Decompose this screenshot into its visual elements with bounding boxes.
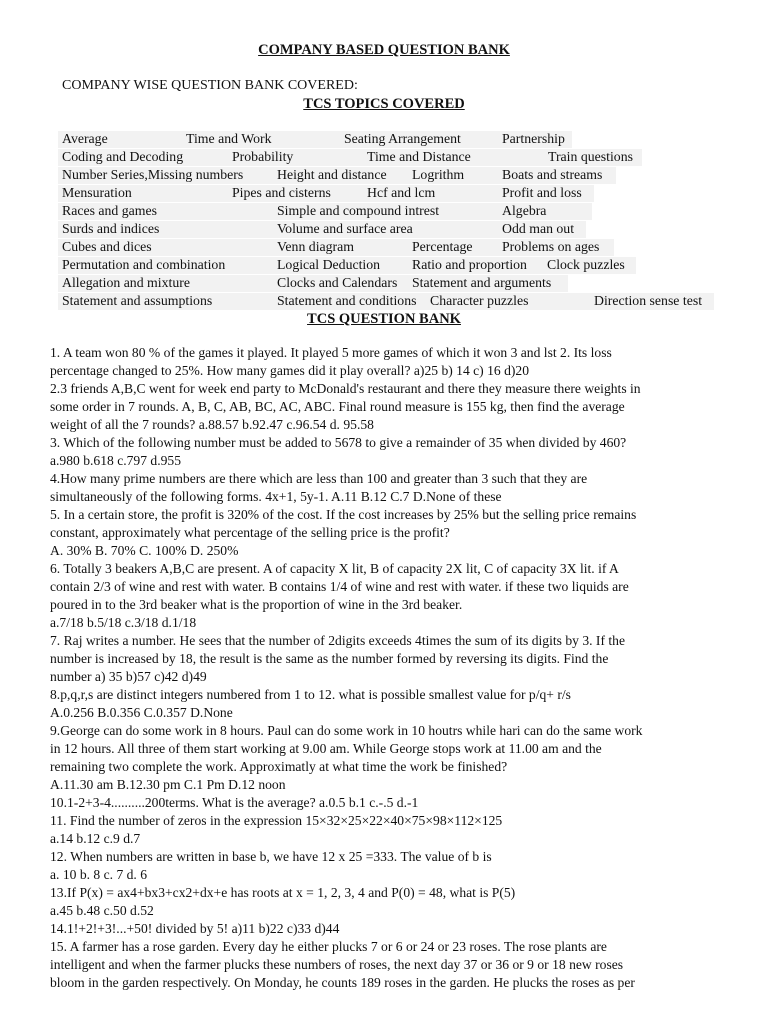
topic-cell: Train questions — [548, 149, 633, 164]
question-line: a.45 b.48 c.50 d.52 — [50, 903, 154, 918]
question-line: A.11.30 am B.12.30 pm C.1 Pm D.12 noon — [50, 777, 286, 792]
topic-cell: Surds and indices — [62, 221, 160, 236]
question-line: 12. When numbers are written in base b, we have 12 x 25 =333. The value of b is — [50, 849, 492, 864]
topic-cell: Profit and loss — [502, 185, 582, 200]
topic-cell: Percentage — [412, 239, 473, 254]
topic-cell: Pipes and cisterns — [232, 185, 331, 200]
topics-heading: TCS TOPICS COVERED — [303, 96, 465, 112]
topic-cell: Clock puzzles — [547, 257, 625, 272]
topic-cell: Odd man out — [502, 221, 575, 236]
question-line: 9.George can do some work in 8 hours. Paul can do some work in 10 houtrs while hari can do the same work — [50, 723, 643, 738]
topic-cell: Average — [62, 131, 108, 146]
question-line: 2.3 friends A,B,C went for week end party to McDonald's restaurant and there they measure there weights in — [50, 381, 641, 396]
question-list — [50, 344, 715, 992]
question-line: 10.1-2+3-4..........200terms. What is the average? a.0.5 b.1 c.-.5 d.-1 — [50, 795, 419, 810]
question-line: 7. Raj writes a number. He sees that the number of 2digits exceeds 4times the sum of its digits by 3. If the — [50, 633, 625, 648]
question-line: 14.1!+2!+3!...+50! divided by 5! a)11 b)22 c)33 d)44 — [50, 921, 340, 936]
question-line: remaining two complete the work. Approximatly at what time the work be finished? — [50, 759, 508, 774]
topic-cell: Statement and conditions — [277, 293, 417, 308]
question-line: A.0.256 B.0.356 C.0.357 D.None — [50, 705, 233, 720]
topic-cell: Venn diagram — [277, 239, 355, 254]
topic-cell: Cubes and dices — [62, 239, 152, 254]
question-line: 5. In a certain store, the profit is 320% of the cost. If the cost increases by 25% but the selling price remains — [50, 507, 637, 522]
topic-cell: Partnership — [502, 131, 565, 146]
question-line: constant, approximately what percentage of the selling price is the profit? — [50, 525, 450, 540]
topic-cell: Logical Deduction — [277, 257, 381, 272]
question-line: intelligent and when the farmer plucks these numbers of roses, the next day 37 or 36 or 9 or 18 new roses — [50, 957, 624, 972]
question-line: 15. A farmer has a rose garden. Every day he either plucks 7 or 6 or 24 or 23 roses. The rose plants are — [50, 939, 607, 954]
question-line: 8.p,q,r,s are distinct integers numbered from 1 to 12. what is possible smallest value for p/q+ r/s — [50, 687, 571, 702]
question-bank-heading: TCS QUESTION BANK — [307, 311, 461, 327]
subtitle: COMPANY WISE QUESTION BANK COVERED: — [62, 78, 358, 93]
topic-cell: Time and Work — [186, 131, 272, 146]
topic-cell: Races and games — [62, 203, 158, 218]
topic-cell: Probability — [232, 149, 294, 164]
question-line: number is increased by 18, the result is the same as the number formed by reversing its digits. Find the — [50, 651, 609, 666]
question-line: a. 10 b. 8 c. 7 d. 6 — [50, 867, 148, 882]
topic-cell: Simple and compound intrest — [277, 203, 440, 218]
topic-cell: Hcf and lcm — [367, 185, 436, 200]
topic-cell: Clocks and Calendars — [277, 275, 398, 290]
topic-cell: Mensuration — [62, 185, 132, 200]
topic-cell: Volume and surface area — [277, 221, 413, 236]
question-line: a.980 b.618 c.797 d.955 — [50, 453, 182, 468]
topic-cell: Statement and assumptions — [62, 293, 213, 308]
question-line: 1. A team won 80 % of the games it played. It played 5 more games of which it won 3 and lst 2. Its loss — [50, 345, 612, 360]
topic-cell: Allegation and mixture — [62, 275, 190, 290]
topic-cell: Character puzzles — [430, 293, 529, 308]
question-line: poured in to the 3rd beaker what is the proportion of wine in the 3rd beaker. — [50, 597, 463, 612]
question-line: number a) 35 b)57 c)42 d)49 — [50, 669, 207, 684]
topic-cell: Permutation and combination — [62, 257, 226, 272]
question-line: 3. Which of the following number must be added to 5678 to give a remainder of 35 when divided by 460? — [50, 435, 627, 450]
question-line: contain 2/3 of wine and rest with water. B contains 1/4 of wine and rest with water. if these two liquids are — [50, 579, 629, 594]
topic-cell: Ratio and proportion — [412, 257, 527, 272]
question-line: percentage changed to 25%. How many games did it play overall? a)25 b) 14 c) 16 d)20 — [50, 363, 530, 378]
question-line: 11. Find the number of zeros in the expression 15×32×25×22×40×75×98×112×125 — [50, 813, 503, 828]
question-line: some order in 7 rounds. A, B, C, AB, BC, AC, ABC. Final round measure is 155 kg, then find the average — [50, 399, 625, 414]
topic-cell: Problems on ages — [502, 239, 600, 254]
question-line: A. 30% B. 70% C. 100% D. 250% — [50, 543, 239, 558]
question-line: a.14 b.12 c.9 d.7 — [50, 831, 141, 846]
question-line: in 12 hours. All three of them start working at 9.00 am. While George stops work at 11.00 am and the — [50, 741, 602, 756]
question-line: bloom in the garden respectively. On Monday, he counts 189 roses in the garden. He plucks the roses as per — [50, 975, 635, 990]
topic-cell: Boats and streams — [502, 167, 603, 182]
topic-cell: Statement and arguments — [412, 275, 552, 290]
topic-cell: Logrithm — [412, 167, 465, 182]
question-line: weight of all the 7 rounds? a.88.57 b.92.47 c.96.54 d. 95.58 — [50, 417, 374, 432]
topic-cell: Time and Distance — [367, 149, 471, 164]
question-line: simultaneously of the following forms. 4x+1, 5y-1. A.11 B.12 C.7 D.None of these — [50, 489, 502, 504]
topic-cell: Algebra — [502, 203, 547, 218]
question-line: a.7/18 b.5/18 c.3/18 d.1/18 — [50, 615, 197, 630]
topic-cell: Direction sense test — [594, 293, 703, 308]
question-line: 4.How many prime numbers are there which are less than 100 and greater than 3 such that they are — [50, 471, 588, 486]
main-title: COMPANY BASED QUESTION BANK — [258, 42, 510, 58]
topic-cell: Seating Arrangement — [344, 131, 461, 146]
question-line: 6. Totally 3 beakers A,B,C are present. A of capacity X lit, B of capacity 2X lit, C of capacity 3X lit. if A — [50, 561, 619, 576]
topic-cell: Coding and Decoding — [62, 149, 184, 164]
question-line: 13.If P(x) = ax4+bx3+cx2+dx+e has roots at x = 1, 2, 3, 4 and P(0) = 48, what is P(5) — [50, 885, 516, 900]
topic-cell: Number Series,Missing numbers — [62, 167, 244, 182]
topic-cell: Height and distance — [277, 167, 387, 182]
